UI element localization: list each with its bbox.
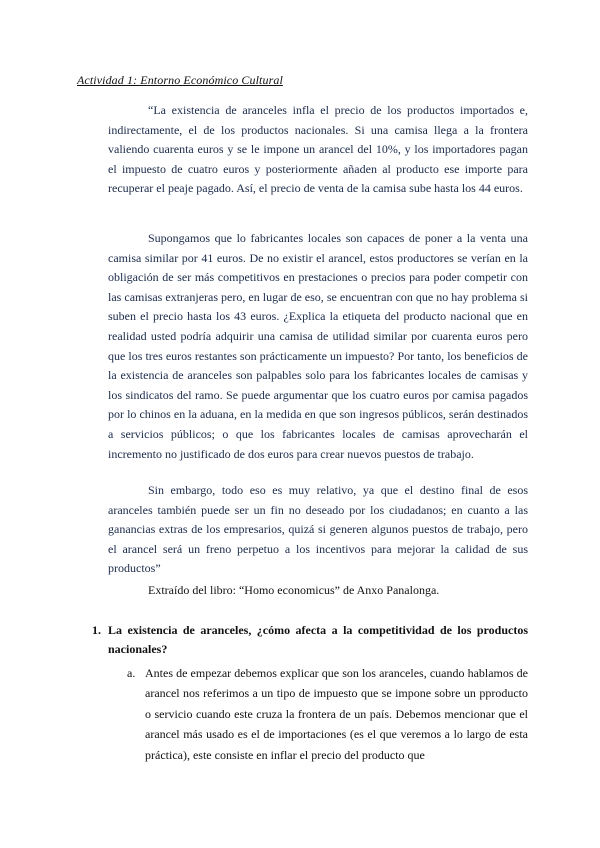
question-1 [92,621,528,659]
answer-a [127,663,528,765]
quote-source: Extraído del libro: “Homo economicus” de Anxo Panalonga. [148,583,440,597]
quote-paragraph-1 [108,101,528,199]
answer-text: Antes de empezar debemos explicar que son los aranceles, cuando hablamos de arancel nos referimos a un tipo de impuesto que se impone sobre un pproducto o servicio cuando este cruza la frontera de un país. Debemos mencionar que el arancel más usado es el de importaciones (es el que veremos a lo largo de esta práctica), este consiste en inflar el precio del producto que [145,666,528,762]
quote-text: “La existencia de aranceles infla el precio de los productos importados e, indirectamente, el de los productos nacionales. Si una camisa llega a la frontera valiendo cuarenta euros y se le impone un arancel del 10%, y los importadores pagan el impuesto de cuatro euros y posteriormente añaden al producto ese importe para recuperar el peaje pagado. Así, el precio de venta de la camisa sube hasta los 44 euros. [108,103,528,196]
activity-heading: Actividad 1: Entorno Económico Cultural [77,73,283,87]
quote-text: Supongamos que lo fabricantes locales son capaces de poner a la venta una camisa similar por 41 euros. De no existir el arancel, estos productores se verían en la obligación de ser más competitivos en prestaciones o precios para poder competir con las camisas extranjeras pero, en lugar de eso, se encuentran con que no hay problema si suben el precio hasta los 43 euros. ¿Explica la etiqueta del producto nacional que en realidad usted podría adquirir una camisa de utilidad similar por cuarenta euros pero que los tres euros restantes son prácticamente un impuesto? Por tanto, los beneficios de la existencia de aranceles son palpables solo para los fabricantes locales de camisas y los sindicatos del ramo. Se puede argumentar que los cuatro euros por camisa pagados por lo chinos en la aduana, en la medida en que son ingresos públicos, serán destinados a servicios públicos; o que los fabricantes locales de camisas aprovecharán el incremento no justificado de dos euros para crear nuevos puestos de trabajo. [108,231,528,461]
question-number: 1. [92,623,101,637]
quote-paragraph-2 [108,229,528,464]
answer-letter: a. [127,666,136,680]
quote-text: Sin embargo, todo eso es muy relativo, ya que el destino final de esos aranceles también puede ser un fin no deseado por los ciudadanos; en cuanto a las ganancias extras de los empresarios, quizá si generen algunos puestos de trabajo, pero el arancel será un freno perpetuo a los incentivos para mejorar la calidad de sus productos” [108,483,528,576]
quote-paragraph-3 [108,481,528,579]
question-text: La existencia de aranceles, ¿cómo afecta a la competitividad de los productos nacionales? [108,623,528,656]
